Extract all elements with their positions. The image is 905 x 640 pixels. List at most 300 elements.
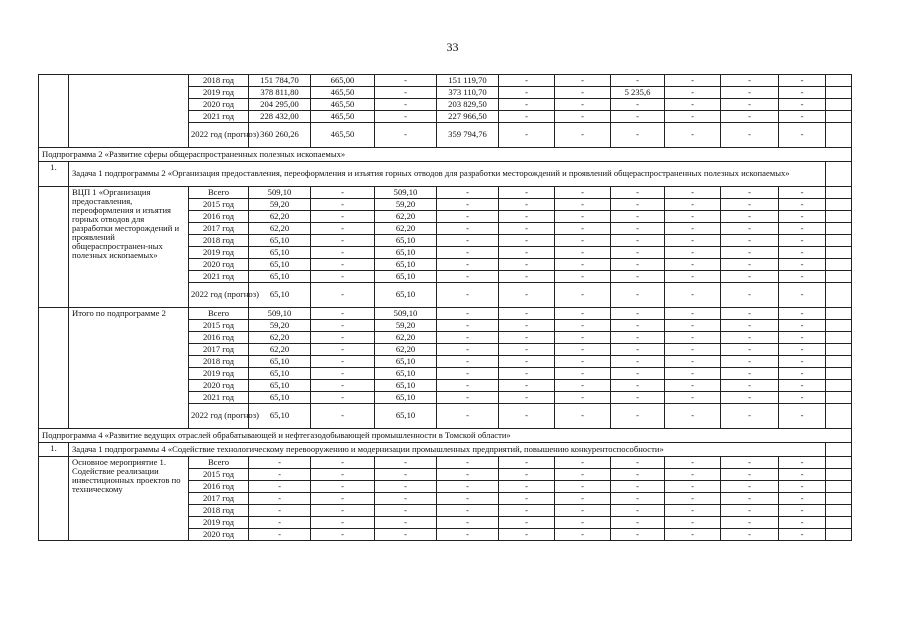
value-cell: -	[555, 356, 611, 368]
value-cell: 65,10	[249, 392, 311, 404]
value-cell: -	[779, 404, 826, 429]
value-cell: -	[499, 111, 555, 123]
empty-cell	[826, 87, 852, 99]
year-cell: 2017 год	[189, 493, 249, 505]
section-row	[39, 429, 852, 443]
year-cell: 2017 год	[189, 223, 249, 235]
value-cell: -	[555, 199, 611, 211]
value-cell: 65,10	[375, 259, 437, 271]
year-cell: 2022 год (прогноз)	[189, 123, 249, 148]
value-cell: -	[499, 368, 555, 380]
value-cell: -	[665, 457, 721, 469]
value-cell: -	[611, 187, 665, 199]
value-cell: 65,10	[375, 271, 437, 283]
value-cell: -	[721, 493, 779, 505]
value-cell: -	[555, 75, 611, 87]
value-cell: 65,10	[249, 404, 311, 429]
subprogram-2-title: Подпрограмма 2 «Развитие сферы общераспространенных полезных ископаемых»	[39, 148, 852, 162]
value-cell: -	[779, 187, 826, 199]
year-cell: 2018 год	[189, 75, 249, 87]
value-cell: -	[611, 111, 665, 123]
value-cell: -	[555, 517, 611, 529]
empty-cell	[826, 271, 852, 283]
value-cell: -	[499, 99, 555, 111]
value-cell: -	[665, 320, 721, 332]
value-cell: -	[249, 505, 311, 517]
table-row	[39, 308, 852, 320]
value-cell: -	[721, 529, 779, 541]
value-cell: -	[779, 332, 826, 344]
value-cell: -	[437, 187, 499, 199]
value-cell: -	[311, 356, 375, 368]
value-cell: 65,10	[375, 283, 437, 308]
value-cell: 373 110,70	[437, 87, 499, 99]
empty-cell	[826, 320, 852, 332]
value-cell: -	[611, 493, 665, 505]
value-cell: -	[437, 493, 499, 505]
value-cell: -	[611, 505, 665, 517]
value-cell: 509,10	[375, 308, 437, 320]
value-cell: -	[611, 123, 665, 148]
year-cell: 2022 год (прогноз)	[189, 404, 249, 429]
value-cell: -	[779, 259, 826, 271]
value-cell: -	[611, 380, 665, 392]
value-cell: -	[499, 356, 555, 368]
value-cell: -	[611, 75, 665, 87]
value-cell: -	[499, 308, 555, 320]
year-cell: 2020 год	[189, 529, 249, 541]
value-cell: 65,10	[249, 259, 311, 271]
value-cell: -	[779, 247, 826, 259]
empty-cell	[826, 368, 852, 380]
value-cell: -	[499, 87, 555, 99]
value-cell: -	[665, 223, 721, 235]
value-cell: -	[437, 469, 499, 481]
year-cell: 2016 год	[189, 211, 249, 223]
empty-cell	[826, 356, 852, 368]
value-cell: -	[611, 308, 665, 320]
value-cell: -	[611, 332, 665, 344]
value-cell: -	[249, 493, 311, 505]
value-cell: -	[721, 380, 779, 392]
value-cell: -	[665, 356, 721, 368]
year-cell: 2015 год	[189, 199, 249, 211]
value-cell: -	[721, 271, 779, 283]
value-cell: -	[665, 469, 721, 481]
value-cell: -	[437, 283, 499, 308]
value-cell: -	[611, 356, 665, 368]
empty-cell	[39, 75, 69, 148]
value-cell: -	[499, 235, 555, 247]
value-cell: -	[555, 380, 611, 392]
value-cell: -	[665, 380, 721, 392]
empty-cell	[826, 247, 852, 259]
empty-cell	[826, 481, 852, 493]
value-cell: -	[779, 344, 826, 356]
year-cell: 2019 год	[189, 368, 249, 380]
value-cell: -	[665, 404, 721, 429]
value-cell: -	[555, 283, 611, 308]
year-cell: 2020 год	[189, 99, 249, 111]
value-cell: -	[311, 457, 375, 469]
value-cell: -	[779, 223, 826, 235]
value-cell: 360 260,26	[249, 123, 311, 148]
value-cell: 203 829,50	[437, 99, 499, 111]
value-cell: -	[437, 529, 499, 541]
value-cell: 378 811,80	[249, 87, 311, 99]
value-cell: -	[311, 392, 375, 404]
value-cell: -	[611, 404, 665, 429]
value-cell: -	[555, 529, 611, 541]
value-cell: 59,20	[375, 320, 437, 332]
measure-1-label: Основное мероприятие 1. Содействие реализации инвестиционных проектов по техническому	[69, 457, 189, 541]
value-cell: -	[665, 283, 721, 308]
empty-cell	[826, 235, 852, 247]
value-cell: 5 235,6	[611, 87, 665, 99]
value-cell: -	[311, 259, 375, 271]
value-cell: -	[665, 75, 721, 87]
empty-cell	[826, 111, 852, 123]
value-cell: -	[499, 457, 555, 469]
value-cell: -	[311, 368, 375, 380]
value-cell: -	[499, 271, 555, 283]
value-cell: -	[311, 320, 375, 332]
year-cell: 2016 год	[189, 481, 249, 493]
value-cell: -	[499, 481, 555, 493]
year-cell: Всего	[189, 457, 249, 469]
value-cell: -	[311, 344, 375, 356]
value-cell: 359 794,76	[437, 123, 499, 148]
value-cell: 62,20	[249, 332, 311, 344]
value-cell: -	[721, 123, 779, 148]
value-cell: -	[555, 457, 611, 469]
table-row	[39, 457, 852, 469]
value-cell: -	[555, 368, 611, 380]
value-cell: 509,10	[375, 187, 437, 199]
value-cell: -	[721, 111, 779, 123]
value-cell: -	[665, 517, 721, 529]
value-cell: -	[437, 223, 499, 235]
value-cell: -	[779, 368, 826, 380]
value-cell: -	[437, 356, 499, 368]
value-cell: 65,10	[249, 380, 311, 392]
value-cell: -	[499, 75, 555, 87]
value-cell: -	[311, 493, 375, 505]
value-cell: -	[437, 392, 499, 404]
value-cell: -	[665, 368, 721, 380]
value-cell: -	[721, 187, 779, 199]
value-cell: -	[375, 493, 437, 505]
value-cell: 465,50	[311, 99, 375, 111]
empty-cell	[826, 392, 852, 404]
value-cell: -	[437, 457, 499, 469]
value-cell: -	[779, 75, 826, 87]
value-cell: -	[611, 283, 665, 308]
value-cell: -	[779, 529, 826, 541]
value-cell: -	[779, 505, 826, 517]
value-cell: -	[249, 457, 311, 469]
task-row	[39, 162, 852, 187]
value-cell: -	[779, 380, 826, 392]
value-cell: -	[611, 211, 665, 223]
value-cell: -	[721, 75, 779, 87]
value-cell: -	[665, 199, 721, 211]
value-cell: -	[311, 529, 375, 541]
value-cell: -	[375, 529, 437, 541]
value-cell: -	[555, 493, 611, 505]
value-cell: -	[665, 235, 721, 247]
value-cell: 509,10	[249, 187, 311, 199]
empty-cell	[826, 469, 852, 481]
value-cell: -	[437, 332, 499, 344]
value-cell: 65,10	[375, 235, 437, 247]
value-cell: -	[779, 320, 826, 332]
value-cell: -	[611, 235, 665, 247]
value-cell: 465,50	[311, 123, 375, 148]
value-cell: -	[499, 199, 555, 211]
value-cell: 665,00	[311, 75, 375, 87]
value-cell: -	[611, 517, 665, 529]
year-cell: Всего	[189, 308, 249, 320]
year-cell: 2019 год	[189, 247, 249, 259]
value-cell: -	[721, 356, 779, 368]
value-cell: -	[311, 332, 375, 344]
value-cell: 65,10	[375, 368, 437, 380]
year-cell: 2018 год	[189, 505, 249, 517]
value-cell: -	[555, 123, 611, 148]
year-cell: 2019 год	[189, 87, 249, 99]
value-cell: -	[555, 87, 611, 99]
empty-cell	[826, 457, 852, 469]
value-cell: -	[721, 211, 779, 223]
value-cell: -	[779, 469, 826, 481]
value-cell: 204 295,00	[249, 99, 311, 111]
empty-cell	[826, 529, 852, 541]
year-cell: 2015 год	[189, 469, 249, 481]
value-cell: -	[721, 517, 779, 529]
value-cell: 465,50	[311, 87, 375, 99]
value-cell: 59,20	[249, 199, 311, 211]
value-cell: -	[665, 123, 721, 148]
empty-cell	[826, 259, 852, 271]
value-cell: -	[779, 356, 826, 368]
value-cell: -	[555, 308, 611, 320]
value-cell: -	[311, 199, 375, 211]
value-cell: 62,20	[249, 211, 311, 223]
value-cell: -	[611, 457, 665, 469]
value-cell: -	[721, 259, 779, 271]
value-cell: -	[437, 320, 499, 332]
value-cell: -	[611, 99, 665, 111]
empty-cell	[826, 99, 852, 111]
value-cell: -	[665, 259, 721, 271]
value-cell: 65,10	[249, 271, 311, 283]
value-cell: -	[311, 469, 375, 481]
value-cell: -	[555, 99, 611, 111]
value-cell: -	[311, 211, 375, 223]
value-cell: 151 784,70	[249, 75, 311, 87]
value-cell: -	[665, 247, 721, 259]
value-cell: -	[611, 271, 665, 283]
empty-cell	[826, 404, 852, 429]
value-cell: -	[779, 235, 826, 247]
empty-cell	[826, 505, 852, 517]
value-cell: -	[375, 505, 437, 517]
value-cell: 62,20	[249, 223, 311, 235]
value-cell: 59,20	[375, 199, 437, 211]
value-cell: -	[555, 235, 611, 247]
year-cell: 2021 год	[189, 111, 249, 123]
value-cell: -	[721, 320, 779, 332]
value-cell: 59,20	[249, 320, 311, 332]
value-cell: -	[499, 380, 555, 392]
value-cell: -	[611, 529, 665, 541]
value-cell: -	[555, 332, 611, 344]
value-cell: -	[311, 308, 375, 320]
value-cell: -	[499, 123, 555, 148]
value-cell: -	[249, 529, 311, 541]
value-cell: -	[779, 457, 826, 469]
value-cell: -	[499, 223, 555, 235]
value-cell: -	[437, 380, 499, 392]
value-cell: -	[721, 87, 779, 99]
value-cell: -	[611, 320, 665, 332]
value-cell: -	[779, 211, 826, 223]
empty-cell	[39, 457, 69, 541]
value-cell: -	[311, 247, 375, 259]
value-cell: -	[311, 283, 375, 308]
empty-cell	[826, 162, 852, 187]
value-cell: -	[555, 111, 611, 123]
empty-cell	[826, 332, 852, 344]
value-cell: -	[721, 457, 779, 469]
value-cell: -	[779, 111, 826, 123]
year-cell: 2018 год	[189, 235, 249, 247]
year-cell: 2022 год (прогноз)	[189, 283, 249, 308]
value-cell: -	[779, 199, 826, 211]
value-cell: -	[311, 517, 375, 529]
value-cell: -	[611, 392, 665, 404]
year-cell: 2018 год	[189, 356, 249, 368]
value-cell: -	[437, 368, 499, 380]
value-cell: -	[721, 404, 779, 429]
value-cell: -	[375, 457, 437, 469]
value-cell: -	[665, 505, 721, 517]
value-cell: -	[721, 223, 779, 235]
value-cell: 151 119,70	[437, 75, 499, 87]
empty-cell	[826, 380, 852, 392]
value-cell: -	[437, 308, 499, 320]
value-cell: -	[721, 199, 779, 211]
financing-table	[38, 74, 852, 541]
value-cell: -	[499, 493, 555, 505]
value-cell: -	[437, 247, 499, 259]
empty-cell	[826, 443, 852, 457]
value-cell: -	[665, 87, 721, 99]
empty-cell	[826, 223, 852, 235]
value-cell: 465,50	[311, 111, 375, 123]
value-cell: 65,10	[249, 356, 311, 368]
value-cell: -	[437, 199, 499, 211]
value-cell: -	[437, 404, 499, 429]
value-cell: -	[665, 308, 721, 320]
value-cell: -	[555, 392, 611, 404]
value-cell: -	[499, 332, 555, 344]
value-cell: -	[665, 187, 721, 199]
value-cell: -	[779, 308, 826, 320]
value-cell: -	[555, 469, 611, 481]
task-row	[39, 443, 852, 457]
value-cell: 65,10	[249, 235, 311, 247]
value-cell: -	[437, 271, 499, 283]
empty-cell	[826, 75, 852, 87]
value-cell: -	[555, 223, 611, 235]
value-cell: -	[779, 392, 826, 404]
year-cell: 2017 год	[189, 344, 249, 356]
value-cell: -	[555, 505, 611, 517]
value-cell: -	[611, 223, 665, 235]
value-cell: -	[499, 320, 555, 332]
empty-cell	[826, 123, 852, 148]
value-cell: 509,10	[249, 308, 311, 320]
value-cell: -	[375, 111, 437, 123]
value-cell: -	[721, 505, 779, 517]
value-cell: -	[555, 187, 611, 199]
empty-cell	[826, 199, 852, 211]
value-cell: -	[721, 308, 779, 320]
value-cell: -	[311, 271, 375, 283]
value-cell: 65,10	[375, 247, 437, 259]
empty-cell	[826, 211, 852, 223]
value-cell: -	[611, 481, 665, 493]
value-cell: -	[555, 271, 611, 283]
row-number: 1.	[39, 162, 69, 187]
value-cell: -	[611, 344, 665, 356]
value-cell: -	[555, 481, 611, 493]
value-cell: -	[555, 247, 611, 259]
value-cell: -	[437, 235, 499, 247]
value-cell: -	[665, 332, 721, 344]
value-cell: -	[375, 517, 437, 529]
value-cell: -	[611, 469, 665, 481]
value-cell: -	[311, 481, 375, 493]
value-cell: -	[721, 344, 779, 356]
year-cell: 2021 год	[189, 271, 249, 283]
value-cell: -	[311, 223, 375, 235]
value-cell: -	[721, 247, 779, 259]
value-cell: 62,20	[375, 332, 437, 344]
value-cell: -	[721, 469, 779, 481]
value-cell: -	[665, 392, 721, 404]
empty-cell	[826, 493, 852, 505]
value-cell: -	[499, 517, 555, 529]
value-cell: -	[665, 111, 721, 123]
value-cell: -	[665, 99, 721, 111]
value-cell: -	[665, 271, 721, 283]
value-cell: -	[437, 517, 499, 529]
value-cell: -	[499, 259, 555, 271]
value-cell: -	[375, 481, 437, 493]
value-cell: 227 966,50	[437, 111, 499, 123]
value-cell: -	[437, 481, 499, 493]
value-cell: -	[721, 332, 779, 344]
value-cell: 228 432,00	[249, 111, 311, 123]
value-cell: -	[311, 187, 375, 199]
empty-cell	[39, 308, 69, 429]
value-cell: -	[499, 404, 555, 429]
value-cell: -	[375, 469, 437, 481]
value-cell: -	[721, 283, 779, 308]
